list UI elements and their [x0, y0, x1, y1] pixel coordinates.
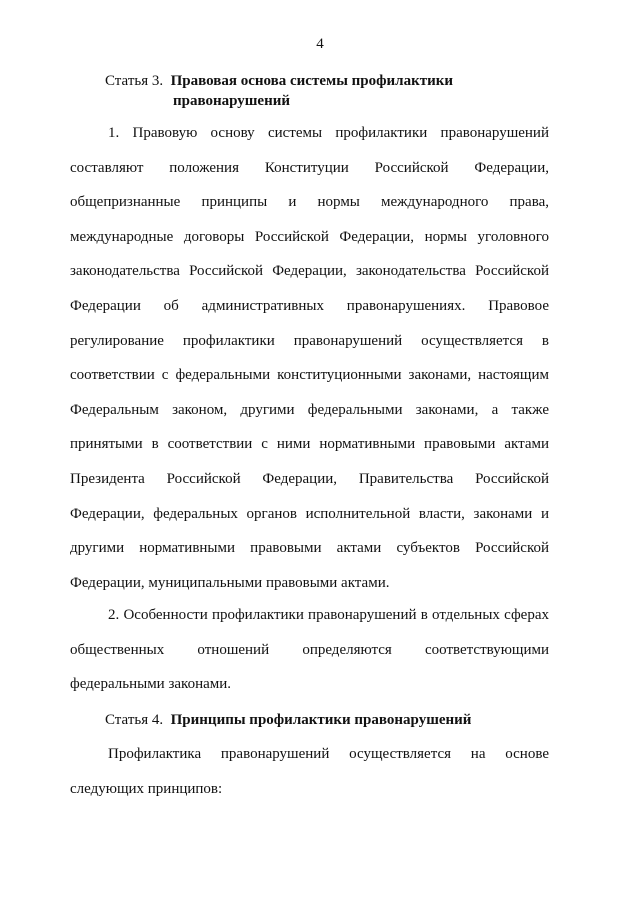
article-3-prefix: Статья 3. [105, 73, 164, 89]
article-4-heading [105, 710, 585, 730]
article-4-paragraph-1 [70, 737, 549, 806]
article-3-paragraph-1-text: 1. Правовую основу системы профилактики правонарушений составляют положения Конституции Российской Федерации, общепризнанные принципы и нормы международного права, международные договоры Российской Федерации, нормы уголовного законодательства Российской Федерации, законодательства Российской Федерации об административных правонарушениях. Правовое регулирование профилактики правонарушений осуществляется в соответствии с федеральными конституционными законами, настоящим Федеральным законом, другими федеральными законами, а также принятыми в соответствии с ними нормативными правовыми актами Президента Российской Федерации, Правительства Российской Федерации, федеральных органов исполнительной власти, законами и другими нормативными правовыми актами субъектов Российской Федерации, муниципальными правовыми актами. [70, 125, 549, 591]
article-4-prefix: Статья 4. [105, 712, 164, 728]
article-3-paragraph-2-text: 2. Особенности профилактики правонарушений в отдельных сферах общественных отношений определяются соответствующими федеральными законами. [70, 607, 549, 693]
page-number: 4 [316, 36, 324, 52]
article-4-title: Принципы профилактики правонарушений [170, 712, 472, 728]
article-3-title: Правовая основа системы профилактики [170, 73, 454, 89]
article-4-paragraph-1-text: Профилактика правонарушений осуществляется на основе следующих принципов: [70, 746, 549, 797]
article-3-title-continued: правонарушений [173, 93, 291, 109]
article-3-paragraph-2 [70, 598, 549, 702]
article-3-paragraph-1 [70, 116, 549, 600]
article-3-heading [105, 71, 585, 111]
